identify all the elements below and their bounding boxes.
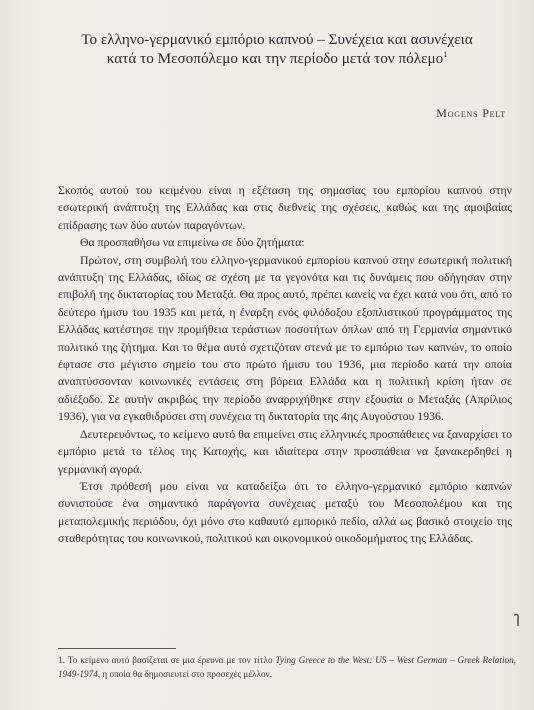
footnote [58,654,516,681]
footnote-cited-title: Tying Greece to the West: US – West German – Greek Relation, 1949-1974 [58,655,516,679]
title-line-1: Το ελληνο-γερμανικό εμπόριο καπνού – Συνέχεια και ασυνέχεια [81,31,473,48]
paragraph-second: Δευτερευόντως, το κείμενο αυτό θα επιμείνει στις ελληνικές προσπάθειες να ξαναρχίσει το εμπόριο μετά το τέλος της Κατοχής, και ιδιαίτερα στην προσπάθεια να ξανακερδηθεί η γερμανική αγορά. [58,426,512,476]
article-title [40,30,514,68]
footnote-marker[interactable]: 1 [443,49,448,59]
footnote-text-before: Το κείμενο αυτό βασίζεται σε μια έρευνα με τον τίτλο [67,655,276,665]
paragraph-issues: Θα προσπαθήσω να επιμείνω σε δύο ζητήματα: [80,235,305,250]
pencil-mark-icon [512,612,522,628]
title-line-2: κατά το Μεσοπόλεμο και την περίοδο μετά τον πόλεμο [106,50,444,67]
footnote-text-after: , η οποία θα δημοσιευτεί στο προσεχές μέλλον. [97,668,273,679]
article-body [58,182,512,548]
footnote-number: 1. [58,655,65,665]
footnote-divider [58,648,176,649]
author-name: Mogens Pelt [436,106,506,120]
paragraph-first: Πρώτον, στη συμβολή του ελληνο-γερμανικού εμπορίου καπνού στην εσωτερική πολιτική ανάπτυξη της Ελλάδας, ιδίως σε σχέση με τα γεγονότα και τις δυνάμεις που οδήγησαν στην επιβολή της δικτατορίας του Μεταξά. Θα προς αυτό, πρέπει κανείς να έχει κατά νου ότι, από το δεύτερο ήμισυ του 1935 και μετά, η έναρξη ενός φιλόδοξου εξοπλιστικού προγράμματος της Ελλάδας κατέστησε την προμήθεια τεράστιων ποσοτήτων όπλων από τη Γερμανία σημαντικό πολιτικό της ζήτημα. Και το θέμα αυτό σχετιζόταν στενά με το εμπόριο των καπνών, το οποίο έφτασε στο μέγιστο σημείο του στο πρώτο ήμισυ του 1936, μια περίοδο κατά την οποία αναπτύσσονταν κοινωνικές εντάσεις στη βόρεια Ελλάδα και η πολιτική κρίση ήταν σε αδιέξοδο. Σε αυτήν ακριβώς την περίοδο αναρριχήθηκε στην εξουσία ο Μεταξάς (Απρίλιος 1936), για να εγκαθιδρύσει στη συνέχεια τη δικτατορία της 4ης Αυγούστου 1936. [58,252,512,424]
paragraph-conclusion: Έτσι πρόθεσή μου είναι να καταδείξω ότι το ελληνο-γερμανικό εμπόριο καπνών συνιστούσε ένα σημαντικό παράγοντα συνέχειας μεταξύ του Μεσοπολέμου και της μεταπολεμικής περιόδου, όχι μόνο στο καθαυτό εμπορικό πεδίο, αλλά ως βασικό στοιχείο της σταθερότητας του κοινωνικού, πολιτικού και οικονομικού οικοδομήματος της Ελλάδας. [58,478,512,546]
paragraph-intro: Σκοπός αυτού του κειμένου είναι η εξέταση της σημασίας του εμπορίου καπνού στην εσωτερική ανάπτυξη της Ελλάδας και στις διεθνείς της σχέσεις, καθώς και της αμοιβαίας επίδρασης των δύο αυτών παραγόντων. [58,183,512,232]
